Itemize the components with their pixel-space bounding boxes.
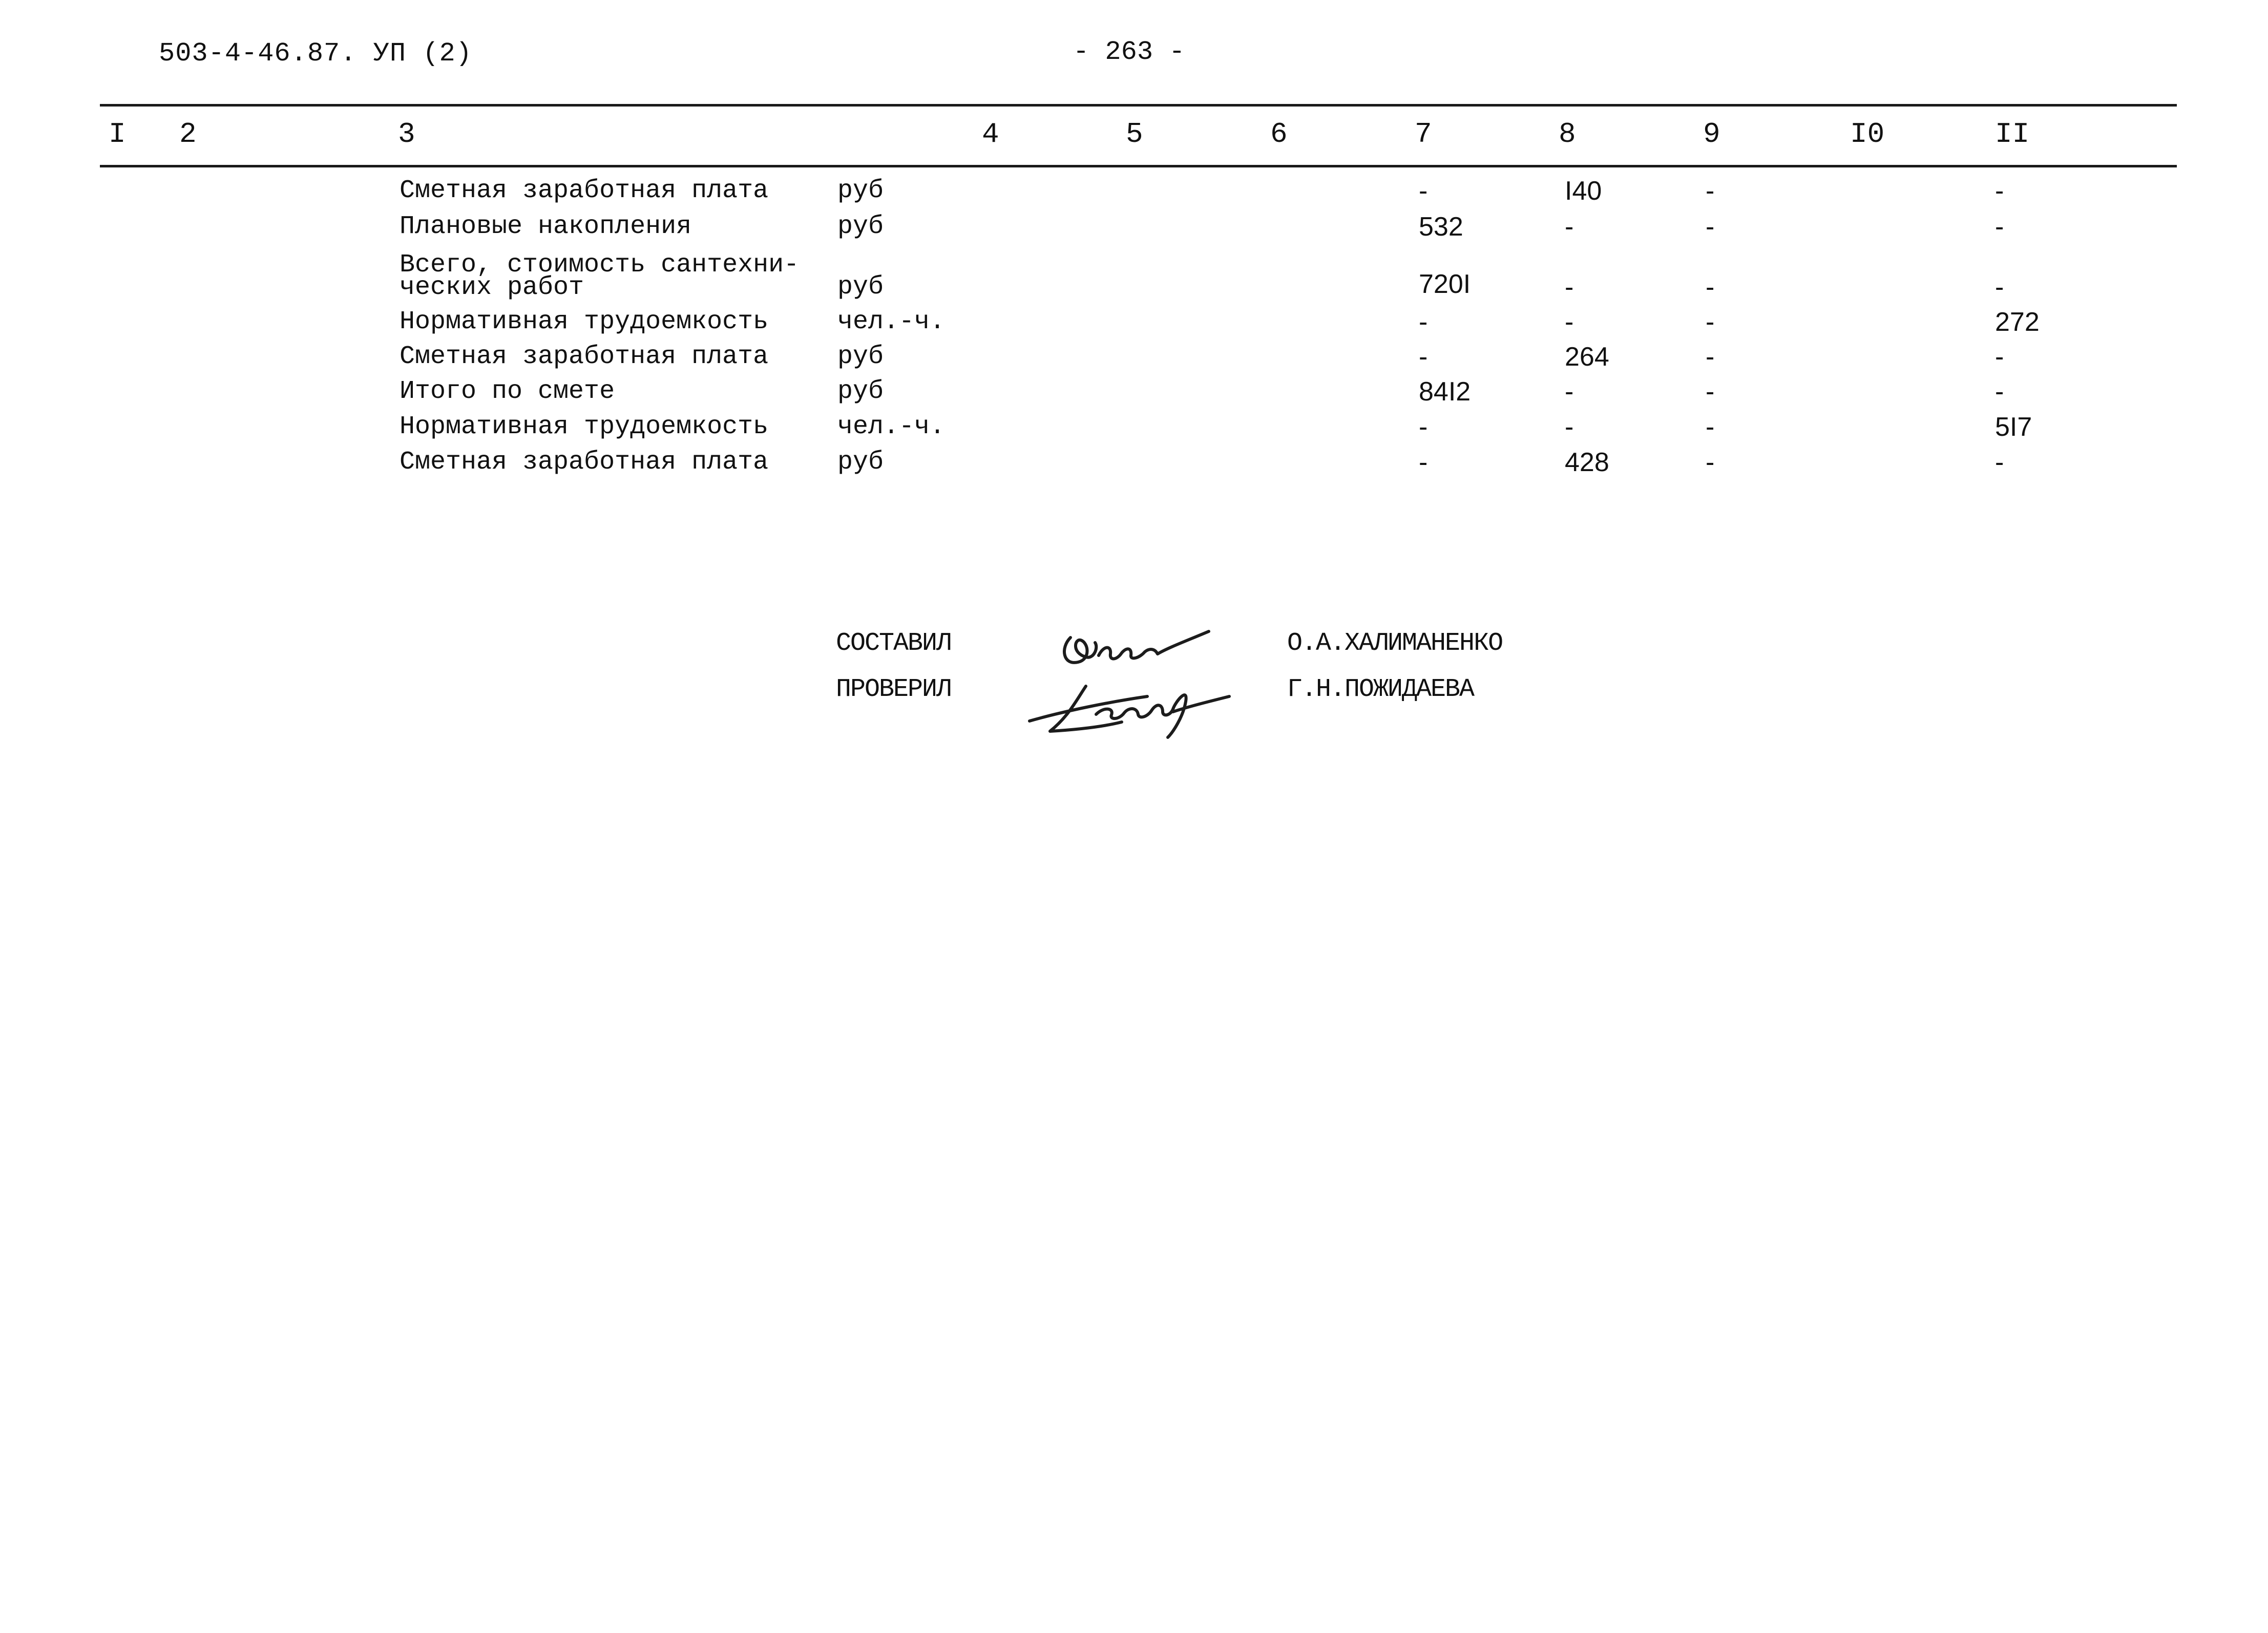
- row-unit: чел.-ч.: [837, 307, 946, 336]
- checked-by-name: Г.Н.ПОЖИДАЕВА: [1287, 675, 1474, 704]
- compiled-by-name: О.А.ХАЛИМАНЕНКО: [1287, 629, 1503, 658]
- row-unit: руб: [837, 176, 884, 205]
- row-col-11: -: [1995, 377, 2004, 407]
- row-unit: руб: [837, 272, 884, 302]
- column-header-4: 4: [982, 118, 999, 151]
- row-col-11: -: [1995, 212, 2004, 242]
- table-row: [0, 307, 2268, 347]
- compiled-by-label: СОСТАВИЛ: [836, 629, 951, 658]
- row-col-7: -: [1419, 176, 1428, 206]
- table-row: [0, 377, 2268, 417]
- column-header-1: I: [109, 118, 126, 151]
- row-col-7: 532: [1419, 212, 1463, 242]
- row-col-9: -: [1706, 342, 1715, 372]
- row-col-8: -: [1565, 377, 1574, 407]
- table-top-rule: [100, 104, 2177, 107]
- row-col-11: -: [1995, 272, 2004, 302]
- column-header-6: 6: [1270, 118, 1288, 151]
- row-unit: руб: [837, 212, 884, 241]
- table-row: [0, 412, 2268, 452]
- table-row: [0, 448, 2268, 487]
- row-col-8: 428: [1565, 448, 1609, 477]
- column-header-9: 9: [1703, 118, 1720, 151]
- row-col-7: 720I: [1419, 269, 1471, 299]
- row-unit: руб: [837, 448, 884, 477]
- row-col-11: 5I7: [1995, 412, 2032, 442]
- row-col-9: -: [1706, 377, 1715, 407]
- column-header-7: 7: [1415, 118, 1432, 151]
- column-header-3: 3: [398, 118, 415, 151]
- page-number: - 263 -: [1073, 37, 1185, 67]
- row-col-11: -: [1995, 448, 2004, 477]
- row-col-8: -: [1565, 272, 1574, 302]
- column-header-11: II: [1995, 118, 2030, 151]
- row-name: Сметная заработная плата: [400, 448, 769, 477]
- checker-signature-icon: [1019, 666, 1245, 743]
- column-header-10: I0: [1850, 118, 1885, 151]
- row-name: Итого по смете: [400, 377, 615, 406]
- row-col-7: -: [1419, 342, 1428, 372]
- row-unit: руб: [837, 342, 884, 371]
- row-name: Сметная заработная плата: [400, 342, 769, 371]
- column-header-2: 2: [179, 118, 197, 151]
- row-col-7: -: [1419, 412, 1428, 442]
- table-row: [0, 250, 2268, 305]
- row-col-8: I40: [1565, 176, 1602, 206]
- row-name: Сметная заработная плата: [400, 176, 769, 205]
- document-code: 503-4-46.87. УП (2): [159, 38, 472, 69]
- row-col-11: -: [1995, 176, 2004, 206]
- row-col-9: -: [1706, 212, 1715, 242]
- row-name: Нормативная трудоемкость: [400, 307, 769, 336]
- row-col-7: -: [1419, 448, 1428, 477]
- row-col-8: -: [1565, 212, 1574, 242]
- row-name: Нормативная трудоемкость: [400, 412, 769, 441]
- row-col-9: -: [1706, 307, 1715, 337]
- table-row: [0, 342, 2268, 382]
- row-name: Всего, стоимость сантехни- ческих работ: [400, 250, 800, 302]
- row-col-8: -: [1565, 307, 1574, 337]
- table-header-rule: [100, 165, 2177, 167]
- row-col-9: -: [1706, 448, 1715, 477]
- row-col-11: -: [1995, 342, 2004, 372]
- table-row: [0, 176, 2268, 216]
- row-col-7: -: [1419, 307, 1428, 337]
- column-header-8: 8: [1559, 118, 1576, 151]
- column-header-5: 5: [1126, 118, 1143, 151]
- row-col-9: -: [1706, 176, 1715, 206]
- row-col-9: -: [1706, 272, 1715, 302]
- row-col-11: 272: [1995, 307, 2040, 337]
- row-unit: руб: [837, 377, 884, 406]
- table-row: [0, 212, 2268, 252]
- row-name: Плановые накопления: [400, 212, 692, 241]
- row-col-8: 264: [1565, 342, 1609, 372]
- row-unit: чел.-ч.: [837, 412, 946, 441]
- checked-by-label: ПРОВЕРИЛ: [836, 675, 951, 704]
- row-col-9: -: [1706, 412, 1715, 442]
- row-col-8: -: [1565, 412, 1574, 442]
- row-col-7: 84I2: [1419, 377, 1471, 407]
